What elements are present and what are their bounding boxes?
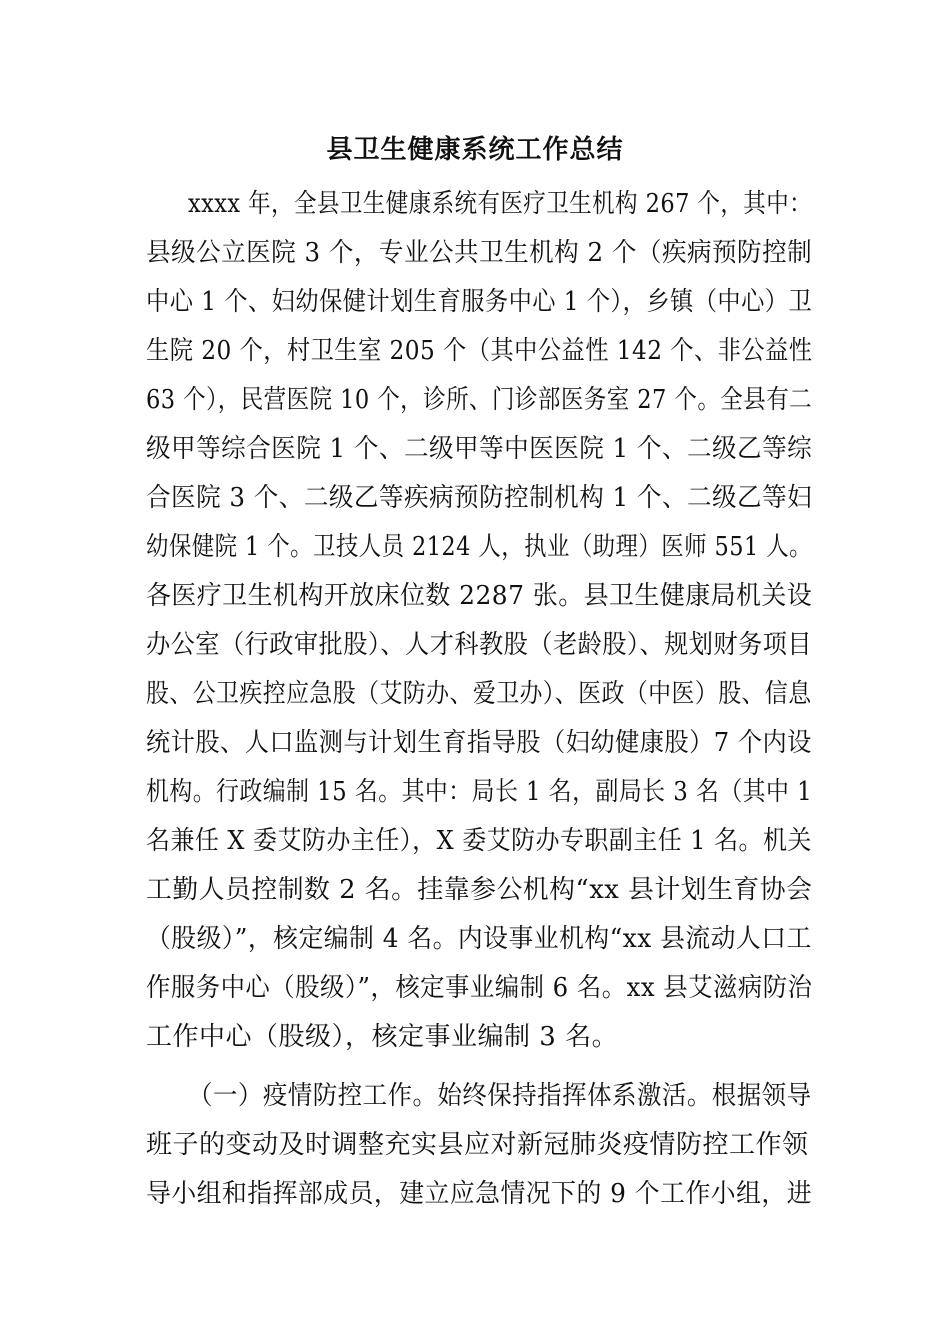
- paragraph-line: 办公室（行政审批股）、人才科教股（老龄股）、规划财务项目: [146, 630, 813, 660]
- paragraph-line: 机构。行政编制 15 名。其中：局长 1 名，副局长 3 名（其中 1: [146, 777, 813, 807]
- paragraph-line: 中心 1 个、妇幼保健计划生育服务中心 1 个），乡镇（中心）卫: [146, 287, 813, 317]
- paragraph-line: 导小组和指挥部成员，建立应急情况下的 9 个工作小组，进: [146, 1179, 813, 1209]
- paragraph-line: 统计股、人口监测与计划生育指导股（妇幼健康股）7 个内设: [146, 728, 812, 758]
- paragraph-line: 各医疗卫生机构开放床位数 2287 张。县卫生健康局机关设: [146, 581, 813, 611]
- paragraph-line: 名兼任 X 委艾防办主任），X 委艾防办专职副主任 1 名。机关: [146, 826, 812, 856]
- paragraph-line: xxxx 年，全县卫生健康系统有医疗卫生机构 267 个，其中：: [188, 189, 813, 219]
- paragraph-line: 工勤人员控制数 2 名。挂靠参公机构“xx 县计划生育协会: [146, 875, 813, 905]
- paragraph-line: 股、公卫疾控应急股（艾防办、爱卫办）、医政（中医）股、信息: [146, 679, 812, 709]
- paragraph-line: 县级公立医院 3 个，专业公共卫生机构 2 个（疾病预防控制: [146, 238, 813, 268]
- paragraph-line: 生院 20 个，村卫生室 205 个（其中公益性 142 个、非公益性: [146, 336, 813, 366]
- paragraph-line: 作服务中心（股级）”，核定事业编制 6 名。xx 县艾滋病防治: [146, 973, 813, 1003]
- paragraph-line: （股级）”，核定编制 4 名。内设事业机构“xx 县流动人口工: [146, 924, 812, 954]
- paragraph-line: 合医院 3 个、二级乙等疾病预防控制机构 1 个、二级乙等妇: [146, 483, 813, 513]
- paragraph-line: 工作中心（股级），核定事业编制 3 名。: [146, 1022, 619, 1052]
- paragraph-line: （一）疫情防控工作。始终保持指挥体系激活。根据领导: [188, 1081, 812, 1111]
- paragraph-line: 幼保健院 1 个。卫技人员 2124 人，执业（助理）医师 551 人。: [146, 532, 812, 562]
- paragraph-line: 班子的变动及时调整充实县应对新冠肺炎疫情防控工作领: [146, 1130, 809, 1160]
- document-title: 县卫生健康系统工作总结: [326, 135, 624, 165]
- paragraph-line: 级甲等综合医院 1 个、二级甲等中医医院 1 个、二级乙等综: [146, 434, 813, 464]
- paragraph-line: 63 个），民营医院 10 个，诊所、门诊部医务室 27 个。全县有二: [146, 385, 813, 415]
